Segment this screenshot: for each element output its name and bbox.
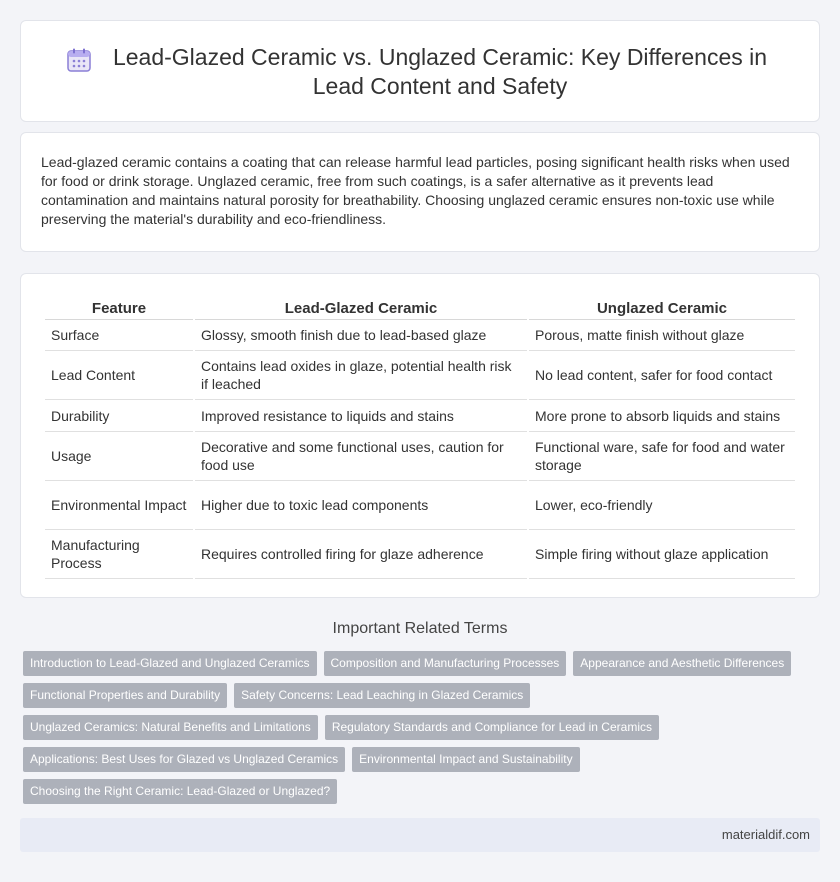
row-unglazed: Lower, eco-friendly — [529, 481, 795, 530]
table-row — [45, 400, 795, 432]
related-term-tag[interactable]: Choosing the Right Ceramic: Lead-Glazed or Unglazed? — [23, 779, 337, 804]
table-row — [45, 351, 795, 400]
comparison-table-card — [20, 273, 820, 598]
table-row — [45, 530, 795, 579]
related-terms-list — [23, 651, 813, 811]
row-unglazed: Simple firing without glaze application — [529, 530, 795, 579]
header-lead-glazed: Lead-Glazed Ceramic — [195, 296, 527, 320]
header-feature: Feature — [45, 296, 193, 320]
page-title: Lead-Glazed Ceramic vs. Unglazed Ceramic: Key Differences in Lead Content and Safety — [112, 44, 768, 99]
row-lead-glazed: Glossy, smooth finish due to lead-based glaze — [195, 320, 527, 351]
row-feature: Surface — [45, 320, 193, 351]
row-lead-glazed: Decorative and some functional uses, caution for food use — [195, 432, 527, 481]
related-term-tag[interactable]: Functional Properties and Durability — [23, 683, 227, 708]
row-feature: Environmental Impact — [45, 481, 193, 530]
row-feature: Manufacturing Process — [45, 530, 193, 579]
related-term-tag[interactable]: Appearance and Aesthetic Differences — [573, 651, 791, 676]
row-feature: Lead Content — [45, 351, 193, 400]
related-terms-title: Important Related Terms — [332, 620, 508, 637]
footer-site-link[interactable]: materialdif.com — [721, 827, 810, 842]
related-term-tag[interactable]: Unglazed Ceramics: Natural Benefits and Limitations — [23, 715, 318, 740]
table-row — [45, 481, 795, 530]
header-card — [20, 20, 820, 122]
table-header-row — [45, 296, 795, 320]
row-feature: Usage — [45, 432, 193, 481]
row-unglazed: Porous, matte finish without glaze — [529, 320, 795, 351]
table-row — [45, 320, 795, 351]
related-term-tag[interactable]: Introduction to Lead-Glazed and Unglazed Ceramics — [23, 651, 317, 676]
row-unglazed: No lead content, safer for food contact — [529, 351, 795, 400]
row-lead-glazed: Requires controlled firing for glaze adherence — [195, 530, 527, 579]
row-lead-glazed: Higher due to toxic lead components — [195, 481, 527, 530]
row-unglazed: More prone to absorb liquids and stains — [529, 400, 795, 432]
table-row — [45, 432, 795, 481]
related-term-tag[interactable]: Applications: Best Uses for Glazed vs Unglazed Ceramics — [23, 747, 345, 772]
header-unglazed: Unglazed Ceramic — [529, 296, 795, 320]
related-term-tag[interactable]: Environmental Impact and Sustainability — [352, 747, 579, 772]
footer — [20, 818, 820, 852]
intro-text: Lead-glazed ceramic contains a coating that can release harmful lead particles, posing significant health risks when used for food or drink storage. Unglazed ceramic, free from such coatings, is a safer alternative as it prevents lead contamination and maintains natural porosity for breathability. Choosing unglazed ceramic ensures non-toxic use while preserving the material's durability and eco-friendliness. — [41, 154, 790, 227]
row-lead-glazed: Contains lead oxides in glaze, potential health risk if leached — [195, 351, 527, 400]
comparison-table — [43, 296, 797, 579]
related-term-tag[interactable]: Regulatory Standards and Compliance for Lead in Ceramics — [325, 715, 659, 740]
row-feature: Durability — [45, 400, 193, 432]
related-term-tag[interactable]: Safety Concerns: Lead Leaching in Glazed Ceramics — [234, 683, 530, 708]
row-lead-glazed: Improved resistance to liquids and stains — [195, 400, 527, 432]
intro-card — [20, 132, 820, 252]
row-unglazed: Functional ware, safe for food and water storage — [529, 432, 795, 481]
related-term-tag[interactable]: Composition and Manufacturing Processes — [324, 651, 567, 676]
